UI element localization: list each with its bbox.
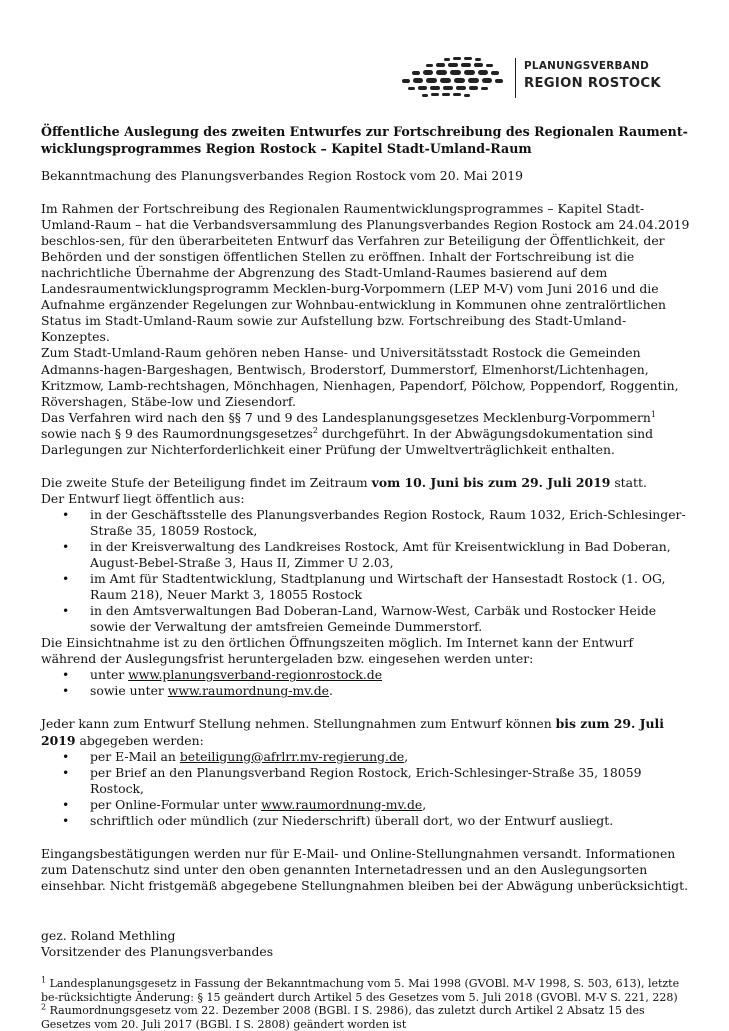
- link-planungsverband[interactable]: www.planungsverband-regionrostock.de: [128, 667, 383, 683]
- period-dates: vom 10. Juni bis zum 29. Juli 2019: [371, 474, 611, 490]
- web-links-list: [41, 667, 691, 699]
- link-raumordnung[interactable]: www.raumordnung-mv.de: [167, 683, 329, 699]
- logo-divider: [515, 58, 516, 98]
- list-item: • per Online-Formular unter www.raumordnung-mv.de,: [62, 796, 427, 812]
- list-item: • unter www.planungsverband-regionrostock.de: [62, 667, 383, 683]
- participation-period: Die zweite Stufe der Beteiligung findet im Zeitraum vom 10. Juni bis zum 29. Juli 2019 statt.: [41, 474, 647, 490]
- list-item: • per Brief an den Planungsverband Region Rostock, Erich-Schlesinger-Straße 35, 18059 Rostock,: [62, 764, 642, 796]
- list-item: • sowie unter www.raumordnung-mv.de.: [62, 683, 333, 699]
- dot-pattern-logo-icon: [398, 54, 510, 102]
- announcement-line: Bekanntmachung des Planungsverbandes Region Rostock vom 20. Mai 2019: [41, 168, 523, 183]
- document-title: Öffentliche Auslegung des zweiten Entwurfes zur Fortschreibung des Regionalen Raument-wicklungsprogrammes Region Rostock – Kapitel Stadt-Umland-Raum: [41, 124, 688, 156]
- organization-logo: [398, 54, 668, 102]
- locations-intro: Der Entwurf liegt öffentlich aus:: [41, 490, 245, 506]
- procedure-paragraph: Das Verfahren wird nach den §§ 7 und 9 des Landesplanungsgesetzes Mecklenburg-Vorpommern$^1$ sowie nach § 9 des Raumordnungsgesetzes$^2$ durchgeführt. In der Abwägungsdokumentation sind Darlegungen zur Nichterforderlichkeit einer Prüfung der Umweltverträglichkeit enthalten.: [41, 409, 656, 457]
- submission-channels-list: [41, 749, 691, 829]
- list-item: • per E-Mail an beteiligung@afrlrr.mv-regierung.de,: [62, 748, 409, 764]
- list-item: • in der Geschäftsstelle des Planungsverbandes Region Rostock, Raum 1032, Erich-Schlesinger-Straße 35, 18059 Rostock,: [62, 506, 686, 538]
- link-online-form[interactable]: www.raumordnung-mv.de: [261, 796, 423, 812]
- comments-paragraph: Jeder kann zum Entwurf Stellung nehmen. Stellungnahmen zum Entwurf können bis zum 29. Juli 2019 abgegeben werden:: [41, 716, 664, 748]
- intro-paragraph: Im Rahmen der Fortschreibung des Regionalen Raumentwicklungsprogrammes – Kapitel Stadt-Umland-Raum – hat die Verbandsversammlung des Planungsverbandes Region Rostock am 24.04.2019 beschlos-sen, für den überarbeiteten Entwurf das Verfahren zur Beteiligung der Öffentlichkeit, der Behörden und der sonstigen öffentlichen Stellen zu eröffnen. Inhalt der Fortschreibung ist die nachrichtliche Übernahme der Abgrenzung des Stadt-Umland-Raumes basierend auf dem Landesraumentwicklungsprogramm Mecklen-burg-Vorpommern (LEP M-V) vom Juni 2016 und die Aufnahme ergänzender Regelungen zur Wohnbau-entwicklung in Kommunen ohne zentralörtlichen Status im Stadt-Umland-Raum sowie zur Aufstellung bzw. Fortschreibung des Stadt-Umland-Konzeptes.: [41, 201, 690, 345]
- link-email[interactable]: beteiligung@afrlrr.mv-regierung.de: [179, 748, 405, 764]
- footnote-1: $^1$ Landesplanungsgesetz in Fassung der Bekanntmachung vom 5. Mai 1998 (GVOBl. M-V 1998, S. 503, 613), letzte be-rücksichtigte Änderung: § 15 geändert durch Artikel 5 des Gesetzes vom 5. Juli 2018 (GVOBl. M-V S. 221, 228): [41, 975, 680, 1004]
- list-item: • in den Amtsverwaltungen Bad Doberan-Land, Warnow-West, Carbäk und Rostocker Heide sowie der Verwaltung der amtsfreien Gemeinde Dummerstorf.: [62, 603, 657, 635]
- closing-paragraph: Eingangsbestätigungen werden nur für E-Mail- und Online-Stellungnahmen versandt. Informationen zum Datenschutz sind unter den oben genannten Internetadressen und an den Auslegungsorten einsehbar. Nicht fristgemäß abgegebene Stellungnahmen bleiben bei der Abwägung unberücksichtigt.: [41, 845, 689, 893]
- list-item: • im Amt für Stadtentwicklung, Stadtplanung und Wirtschaft der Hansestadt Rostock (1. OG, Raum 218), Neuer Markt 3, 18055 Rostock: [62, 571, 666, 603]
- logo-line-1: PLANUNGSVERBAND: [524, 60, 650, 72]
- logo-line-2: REGION ROSTOCK: [524, 76, 661, 91]
- list-item: • schriftlich oder mündlich (zur Niederschrift) überall dort, wo der Entwurf ausliegt.: [62, 812, 614, 828]
- document-body: [41, 123, 691, 1031]
- footnotes: [41, 977, 691, 1031]
- list-item: • in der Kreisverwaltung des Landkreises Rostock, Amt für Kreisentwicklung in Bad Doberan, August-Bebel-Straße 3, Haus II, Zimmer U 2.03,: [62, 538, 671, 571]
- municipalities-paragraph: Zum Stadt-Umland-Raum gehören neben Hanse- und Universitätsstadt Rostock die Gemeinden Admanns-hagen-Bargeshagen, Bentwisch, Broderstorf, Dummerstorf, Elmenhorst/Lichtenhagen, Kritzmow, Lamb-rechtshagen, Mönchhagen, Nienhagen, Papendorf, Pölchow, Poppendorf, Roggentin, Rövershagen, Stäbe-low und Ziesendorf.: [41, 345, 679, 409]
- comments-deadline: bis zum 29. Juli 2019: [41, 716, 664, 748]
- signature-name: gez. Roland Methling: [41, 927, 176, 943]
- locations-list: [41, 507, 691, 635]
- footnote-ref-2: 2: [312, 425, 318, 435]
- signature-role: Vorsitzender des Planungsverbandes: [41, 943, 274, 959]
- inspection-paragraph: Die Einsichtnahme ist zu den örtlichen Öffnungszeiten möglich. Im Internet kann der Entwurf während der Auslegungsfrist heruntergeladen bzw. eingesehen werden unter:: [41, 635, 634, 667]
- footnote-2: $^2$ Raumordnungsgesetz vom 22. Dezember 2008 (BGBl. I S. 2986), das zuletzt durch Artikel 2 Absatz 15 des Gesetzes vom 20. Juli 2017 (BGBl. I S. 2808) geändert worden ist: [41, 1002, 645, 1031]
- footnote-ref-1: 1: [650, 409, 656, 419]
